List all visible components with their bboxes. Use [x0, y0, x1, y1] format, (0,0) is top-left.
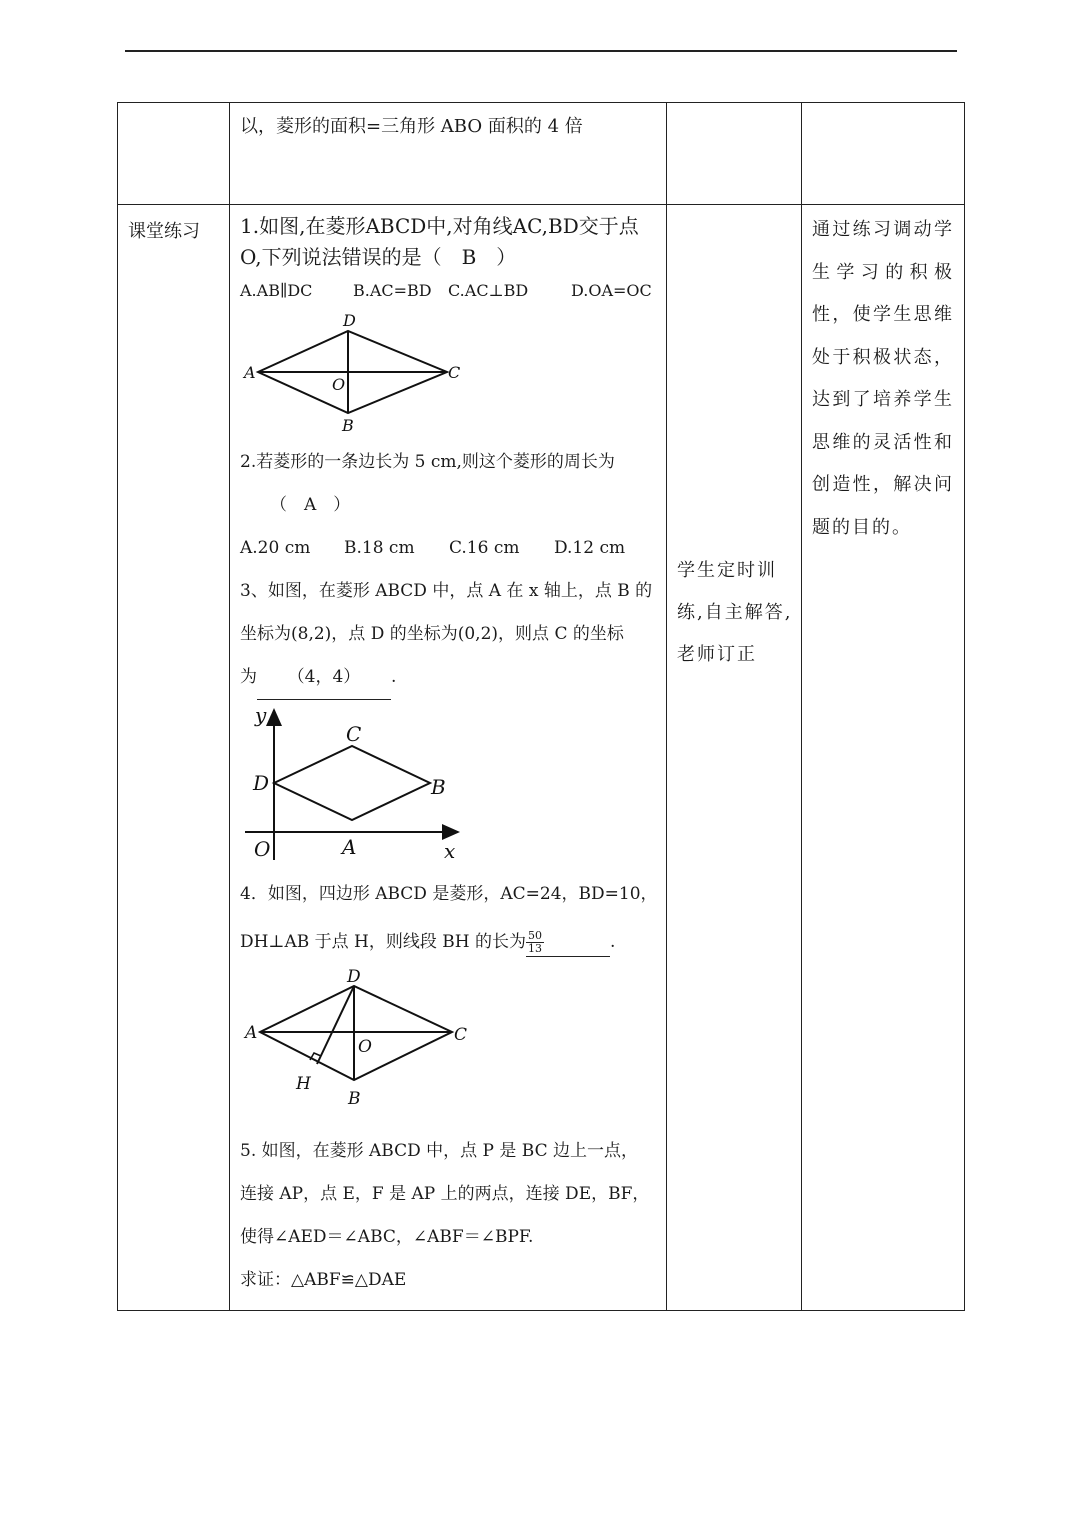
q4-prefix: DH⊥AB 于点 H，则线段 BH 的长为 — [240, 932, 526, 952]
q4-rhombus-figure — [230, 968, 667, 1130]
exercises-cell — [230, 205, 667, 1311]
empty-cell — [802, 103, 965, 205]
section-label-cell — [118, 205, 230, 1311]
empty-cell — [118, 103, 230, 205]
q4-label-o: O — [358, 1037, 372, 1057]
q3-label-x: x — [444, 839, 456, 863]
q3-answer: （4，4） — [257, 656, 391, 700]
q3-label-y: y — [255, 703, 267, 727]
q2-answer: （ A ） — [270, 495, 351, 515]
q1-option-c: C.AC⊥BD — [448, 281, 529, 300]
q4-perpendicular-dh — [317, 986, 354, 1064]
q3-coordinate-figure — [230, 700, 667, 865]
design-purpose-text: 通过练习调动学生学习的积极性，使学生思维处于积极状态，达到了培养学生思维的灵活性和创造性，解决问题的目的。 — [812, 219, 954, 538]
q1-label-o: O — [332, 375, 346, 394]
student-activity-text: 学生定时训练,自主解答,老师订正 — [677, 560, 793, 665]
q4-label-h: H — [296, 1074, 311, 1094]
q2-option-a: A.20 cm — [240, 538, 311, 558]
q4-answer-denominator: 13 — [527, 942, 542, 955]
q1-option-b: B.AC=BD — [353, 281, 432, 300]
q2-options — [230, 527, 666, 570]
q2-stem: 2.若菱形的一条边长为 5 cm,则这个菱形的周长为 — [240, 452, 615, 472]
q4-label-a: A — [245, 1023, 258, 1043]
q1-rhombus-figure — [230, 309, 667, 441]
q4-answer-fraction — [526, 930, 544, 955]
section-label: 课堂练习 — [128, 221, 200, 242]
q4-label-c: C — [454, 1025, 468, 1045]
q1-label-c: C — [448, 363, 461, 382]
q3-label-a: A — [342, 835, 357, 859]
q2-option-c: C.16 cm — [449, 538, 520, 558]
lesson-table — [117, 102, 965, 1311]
design-purpose-cell — [802, 205, 965, 1311]
q3-rhombus — [274, 746, 430, 820]
table-row — [118, 103, 965, 205]
q1-label-d: D — [343, 311, 356, 330]
header-rule — [125, 50, 957, 52]
q4-suffix: . — [609, 932, 616, 952]
q3-line3 — [230, 656, 666, 700]
q3-label-d: D — [253, 771, 270, 795]
q1-label-a: A — [244, 363, 256, 382]
q5-line2: 连接 AP，点 E，F 是 AP 上的两点，连接 DE，BF， — [240, 1184, 650, 1204]
q4-label-d: D — [347, 968, 361, 987]
q2-option-b: B.18 cm — [344, 538, 415, 558]
q5-line4: 求证：△ABF≌△DAE — [240, 1270, 407, 1290]
empty-cell — [667, 103, 802, 205]
q3-suffix: . — [391, 667, 397, 687]
area-conclusion: 以，菱形的面积=三角形 ABO 面积的 4 倍 — [240, 116, 583, 137]
q1-option-a: A.AB∥DC — [240, 281, 313, 300]
q5-line1: 5. 如图，在菱形 ABCD 中，点 P 是 BC 边上一点， — [240, 1141, 639, 1161]
q4-label-b: B — [348, 1089, 361, 1109]
q1-label-b: B — [342, 416, 354, 435]
q3-prefix: 为 — [240, 667, 257, 687]
table-row — [118, 205, 965, 1311]
q3-label-b: B — [431, 775, 446, 799]
q3-label-c: C — [346, 722, 362, 746]
q3-line1: 3、如图，在菱形 ABCD 中，点 A 在 x 轴上，点 B 的 — [240, 581, 653, 601]
q1-option-d: D.OA=OC — [571, 281, 652, 300]
student-activity-cell — [667, 205, 802, 1311]
q3-line2: 坐标为(8,2)，点 D 的坐标为(0,2)，则点 C 的坐标 — [240, 624, 624, 644]
q5-line3: 使得∠AED＝∠ABC，∠ABF＝∠BPF. — [240, 1227, 534, 1247]
q2-option-d: D.12 cm — [554, 538, 626, 558]
q4-line2 — [230, 916, 666, 968]
q1-stem: 1.如图,在菱形ABCD中,对角线AC,BD交于点O,下列说法错误的是（ B ） — [240, 214, 639, 269]
q4-answer-numerator: 50 — [527, 929, 542, 942]
q1-options — [230, 273, 666, 309]
q4-line1: 4．如图，四边形 ABCD 是菱形，AC=24，BD=10， — [240, 884, 658, 904]
q3-label-o: O — [254, 837, 271, 861]
q4-answer-blank — [526, 930, 610, 957]
content-cell — [230, 103, 667, 205]
